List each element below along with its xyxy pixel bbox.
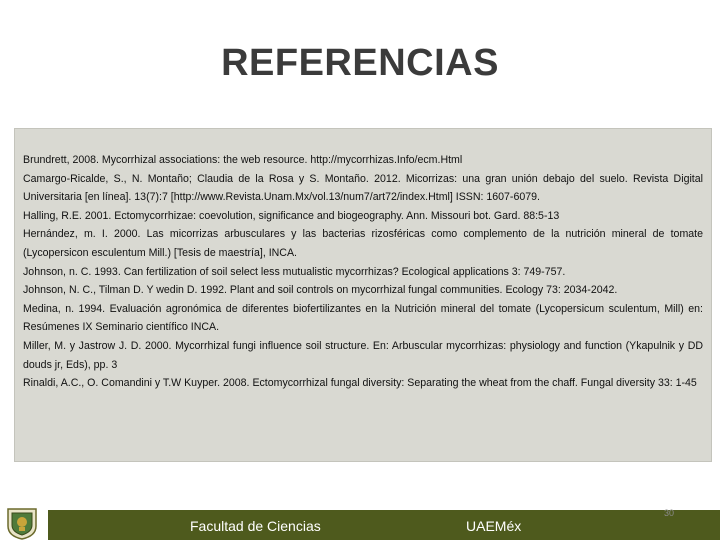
- references-box: [14, 128, 712, 462]
- reference-item: Camargo-Ricalde, S., N. Montaño; Claudia de la Rosa y S. Montaño. 2012. Micorrizas: una gran unión debajo del suelo. Revista Digital Universitaria [en línea]. 13(7):7 [http://www.Revista.Unam.Mx/vol.13/num7/art72/index.Html] ISSN: 1607-6079.: [23, 172, 703, 204]
- reference-item: Rinaldi, A.C., O. Comandini y T.W Kuyper. 2008. Ectomycorrhizal fungal diversity: Separating the wheat from the chaff. Fungal diversity 33: 1-45: [23, 377, 697, 390]
- reference-item: Johnson, N. C., Tilman D. Y wedin D. 1992. Plant and soil controls on mycorrhizal fungal communities. Ecology 73: 2034-2042.: [23, 284, 618, 297]
- footer-bar: [48, 510, 720, 540]
- page-title: REFERENCIAS: [221, 42, 499, 84]
- reference-item: Johnson, n. C. 1993. Can fertilization of soil select less mutualistic mycorrhizas? Ecological applications 3: 749-757.: [23, 265, 566, 278]
- footer-university: UAEMéx: [466, 518, 522, 534]
- reference-item: Hernández, m. I. 2000. Las micorrizas arbusculares y las bacterias rizosféricas como complemento de la nutrición mineral de tomate (Lycopersicon esculentum Mill.) [Tesis de maestría], INCA.: [23, 228, 703, 259]
- reference-item: Brundrett, 2008. Mycorrhizal associations: the web resource. http://mycorrhizas.Info/ecm.Html: [23, 154, 463, 166]
- reference-item: Medina, n. 1994. Evaluación agronómica de diferentes biofertilizantes en la Nutrición mineral del tomate (Lycopersicum sculentum, Mill) en: Resúmenes IX Seminario científico INCA.: [23, 302, 703, 334]
- slide-number: 30: [664, 508, 675, 518]
- reference-item: Halling, R.E. 2001. Ectomycorrhizae: coevolution, significance and biogeography. Ann. Missouri bot. Gard. 88:5-13: [23, 209, 560, 222]
- reference-item: Miller, M. y Jastrow J. D. 2000. Mycorrhizal fungi influence soil structure. En: Arbuscular mycorrhizas: physiology and function (Ykapulnik y DD douds jr, Eds), pp. 3: [23, 339, 703, 371]
- footer-faculty: Facultad de Ciencias: [190, 518, 321, 534]
- university-crest-icon: [2, 506, 42, 540]
- reference-list: [23, 151, 703, 393]
